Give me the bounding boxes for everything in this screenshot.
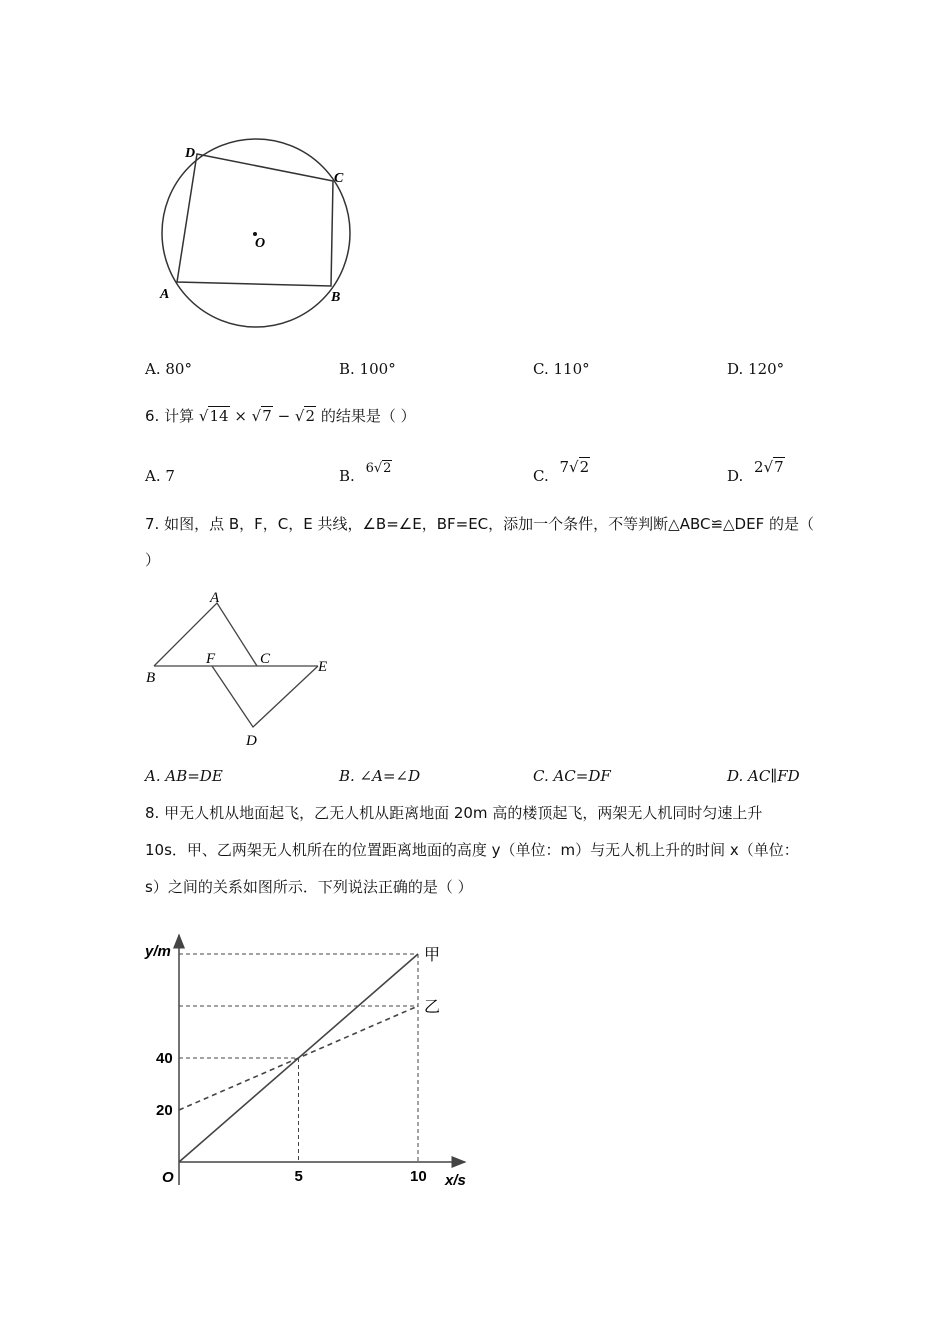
y-tick-label-20: 20 — [156, 1102, 173, 1119]
q6-prefix: 6. 计算 — [145, 407, 195, 425]
q7-option-d[interactable]: D. AC∥FD — [727, 767, 800, 785]
q6-option-d[interactable]: D. 2√7 — [727, 458, 784, 485]
q8-chart — [140, 925, 500, 1200]
label-d: D — [246, 733, 257, 749]
label-o: O — [255, 236, 266, 251]
series-label-0: 甲 — [424, 945, 441, 964]
x-axis-label: x/s — [445, 1172, 466, 1189]
origin-label: O — [162, 1169, 174, 1186]
label-b: B — [146, 670, 156, 686]
q8-question-line2: 10s．甲、乙两架无人机所在的位置距离地面的高度 y（单位：m）与无人机上升的时间 x（单位： — [145, 841, 799, 859]
label-c: C — [334, 171, 344, 186]
q5-option-d[interactable]: D. 120° — [727, 360, 785, 378]
label-c: C — [260, 651, 271, 667]
y-axis-label: y/m — [145, 943, 171, 960]
q5-option-a[interactable]: A. 80° — [145, 360, 192, 378]
q7-option-c[interactable]: C. AC=DF — [533, 767, 611, 785]
q8-question-line3: s）之间的关系如图所示．下列说法正确的是（ ） — [145, 878, 473, 896]
q7-option-a[interactable]: A. AB=DE — [145, 767, 223, 785]
q5-option-c[interactable]: C. 110° — [533, 360, 590, 378]
q7-question-line1: 7. 如图，点 B，F，C，E 共线，∠B=∠E，BF=EC，添加一个条件，不等判断△ABC≌△DEF 的是（ — [145, 515, 814, 533]
label-a: A — [210, 590, 220, 606]
label-f: F — [206, 651, 216, 667]
x-tick-label-10: 10 — [410, 1168, 427, 1185]
series-label-1: 乙 — [424, 997, 441, 1016]
q5-option-b[interactable]: B. 100° — [339, 360, 396, 378]
q6-sqrt-14: √14 — [198, 407, 229, 425]
y-tick-label-40: 40 — [156, 1050, 173, 1067]
q6-sqrt-2: √2 — [294, 407, 316, 425]
label-a: A — [160, 287, 170, 302]
label-d: D — [185, 146, 196, 161]
triangle-def — [212, 666, 318, 727]
q5-figure — [150, 130, 370, 340]
q8-question-line1: 8. 甲无人机从地面起飞，乙无人机从距离地面 20m 高的楼顶起飞，两架无人机同时匀速上升 — [145, 804, 763, 822]
q6-option-b[interactable]: B. 6√2 — [339, 461, 392, 485]
q7-figure — [140, 585, 350, 750]
q6-times: × — [234, 407, 247, 425]
x-tick-label-5: 5 — [294, 1168, 303, 1185]
q6-question — [145, 405, 416, 426]
q7-option-b[interactable]: B. ∠A=∠D — [339, 767, 421, 785]
q6-option-a[interactable]: A. 7 — [145, 467, 175, 485]
quadrilateral-abcd — [177, 154, 333, 286]
q6-option-c[interactable]: C. 7√2 — [533, 458, 590, 485]
q7-question-line2: ） — [145, 551, 161, 569]
label-b: B — [331, 290, 341, 305]
label-e: E — [318, 659, 328, 675]
q6-suffix: 的结果是（ ） — [320, 407, 416, 425]
q6-sqrt-7: √7 — [251, 407, 272, 425]
q6-minus: − — [277, 407, 291, 425]
